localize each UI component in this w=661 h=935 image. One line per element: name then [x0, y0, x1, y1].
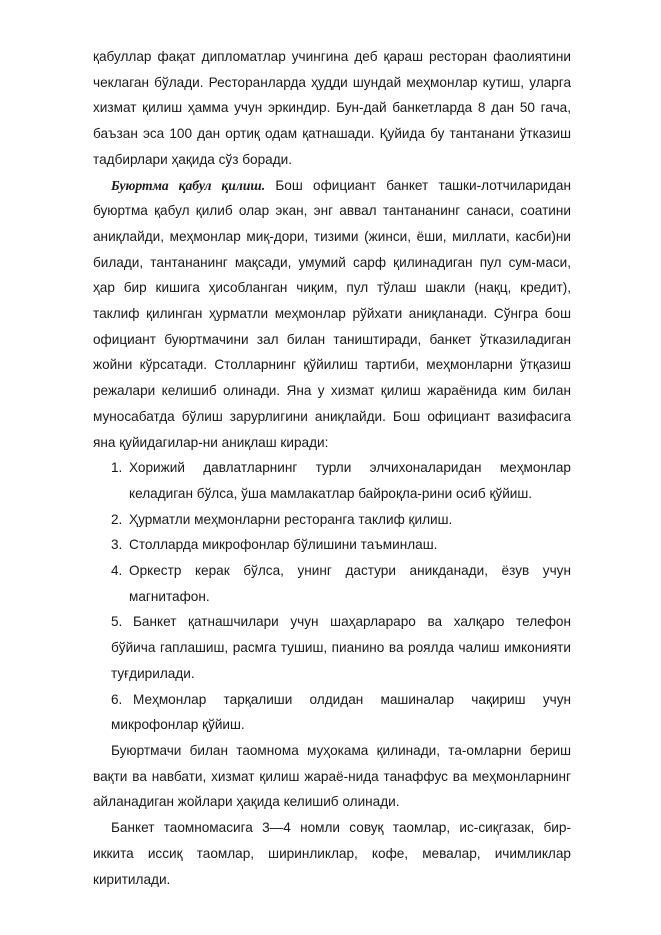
paragraph-order-text: Бош официант банкет ташки-лотчиларидан буюртма қабул қилиб олар экан, энг аввал тантананинг санаси, соатини аниқлайди, меҳмонлар миқ-дори, тизими (жинси, ёши, миллати, касби)ни билади, тантананинг мақсади, умумий сарф қилинадиган пул сум-маси, ҳар бир кишига ҳисобланган чиқим, пул тўлаш шакли (нақц, кредит), таклиф қилинган ҳурматли меҳмонлар рўйхати аниқланади. Сўнгра бош официант буюртмачини зал билан таништиради, банкет ўтказиладиган жойни кўрсатади. Столларнинг қўйилиш тартиби, меҳмонларни ўтқазиш режалари келишиб олинади. Яна у хизмат қилиш жараёнида ким билан муносабатда бўлиш зарурлигини аниқлайди. Бош официант вазифасига яна қуйидагилар-ни аниқлаш киради:: [93, 177, 571, 450]
document-page: [93, 44, 571, 892]
list-item: [93, 609, 571, 686]
paragraph-dishes: Банкет таомномасига 3—4 номли совуқ таомлар, ис-сиқгазак, бир-иккита иссиқ таомлар, ширинликлар, кофе, мевалар, ичимликлар киритилади.: [93, 820, 571, 887]
paragraph-intro: қабуллар фақат дипломатлар учингина деб қараш ресторан фаолиятини чеклаган бўлади. Ресторанларда ҳудди шундай меҳмонлар кутиш, уларга хизмат қилиш ҳамма учун эркиндир. Бун-дай банкетларда 8 дан 50 гача, баъзан эса 100 дан ортиқ одам қатнашади. Қуйида бу тантанани ўтказиш тадбирлари ҳақида сўз боради.: [93, 49, 571, 167]
list-item-text: Меҳмонлар тарқалиши олдидан машиналар чақириш учун микрофонлар қўйиш.: [111, 691, 571, 733]
section-heading: Буюртма қабул қилиш.: [111, 177, 266, 193]
paragraph-menu: Буюртмачи билан таомнома муҳокама қилинади, та-омларни бериш вақти ва навбати, хизмат қилиш жараё-нида танаффус ва меҳмонларнинг айланадиган жойлари ҳақида келишиб олинади.: [93, 742, 571, 810]
list-item-text: Хорижий давлатларнинг турли элчихоналаридан меҳмонлар келадиган бўлса, ўша мамлакатлар байроқла-рини осиб қўйиш.: [129, 460, 571, 501]
list-item: [93, 558, 571, 609]
list-item: [93, 687, 571, 738]
list-item: [93, 532, 571, 558]
list-item-text: Столларда микрофонлар бўлишини таъминлаш.: [129, 537, 438, 553]
list-item-number: 2.: [111, 511, 123, 527]
list-item-number: 1.: [111, 460, 123, 476]
list-item-text: Ҳурматли меҳмонларни ресторанга таклиф қилиш.: [129, 511, 453, 527]
list-item-number: 4.: [111, 563, 123, 579]
list-item-number: 6.: [111, 691, 123, 707]
list-item: [93, 455, 571, 506]
paragraph-order: [93, 173, 571, 456]
list-item-text: Банкет қатнашчилари учун шаҳарлараро ва халқаро телефон бўйича гаплашиш, расмга тушиш, пианино ва роялда чалиш имконияти туғдирилади.: [111, 614, 571, 681]
list-item-number: 5.: [111, 614, 123, 630]
list-item-text: Оркестр керак бўлса, унинг дастури аникданади, ёзув учун магнитафон.: [129, 563, 571, 604]
list-item: [93, 507, 571, 533]
list-item-number: 3.: [111, 537, 123, 553]
